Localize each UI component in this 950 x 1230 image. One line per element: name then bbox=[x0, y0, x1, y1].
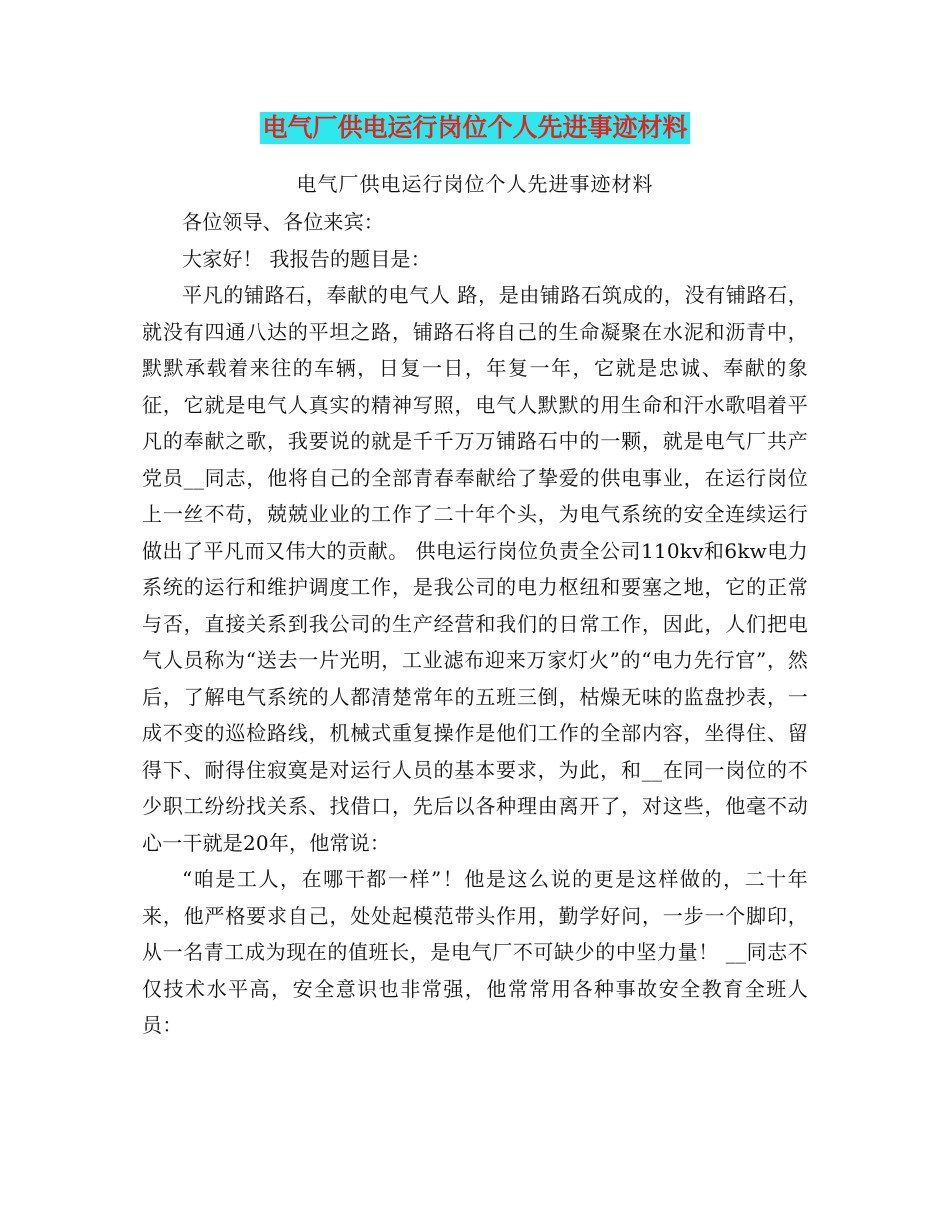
paragraph-main: 平凡的铺路石，奉献的电气人 路，是由铺路石筑成的，没有铺路石，就没有四通八达的平坦之路，铺路石将自己的生命凝聚在水泥和沥青中，默默承载着来往的车辆，日复一日，年复一年，它就是忠诚、奉献的象征，它就是电气人真实的精神写照，电气人默默的用生命和汗水歌唱着平凡的奉献之歌，我要说的就是千千万万铺路石中的一颗，就是电气厂共产党员__同志，他将自己的全部青春奉献给了挚爱的供电事业，在运行岗位上一丝不苟，兢兢业业的工作了二十年个头，为电气系统的安全连续运行做出了平凡而又伟大的贡献。 供电运行岗位负责全公司110kv和6kw电力系统的运行和维护调度工作，是我公司的电力枢纽和要塞之地，它的正常与否，直接关系到我公司的生产经营和我们的日常工作，因此，人们把电气人员称为“送去一片光明，工业滤布迎来万家灯火”的“电力先行官”，然后，了解电气系统的人都清楚常年的五班三倒，枯燥无味的监盘抄表，一成不变的巡检路线，机械式重复操作是他们工作的全部内容，坐得住、留得下、耐得住寂寞是对运行人员的基本要求，为此，和__在同一岗位的不少职工纷纷找关系、找借口，先后以各种理由离开了，对这些，他毫不动心一干就是20年，他常说： bbox=[142, 283, 808, 855]
document-body bbox=[142, 204, 808, 1044]
paragraph-intro: 大家好！ 我报告的题目是： bbox=[182, 246, 431, 271]
document-subtitle: 电气厂供电运行岗位个人先进事迹材料 bbox=[296, 172, 654, 196]
document-title: 电气厂供电运行岗位个人先进事迹材料 bbox=[262, 113, 688, 142]
paragraph-greeting: 各位领导、各位来宾： bbox=[182, 210, 384, 234]
title-row bbox=[0, 112, 950, 144]
paragraph-continuation: “咱是工人，在哪干都一样”！他是这么说的更是这样做的，二十年来，他严格要求自己，处处起模范带头作用，勤学好问，一步一个脚印，从一名青工成为现在的值班长，是电气厂不可缺少的中坚力量！ __同志不仅技术水平高，安全意识也非常强，他常常用各种事故安全教育全班人员： bbox=[142, 867, 808, 1037]
